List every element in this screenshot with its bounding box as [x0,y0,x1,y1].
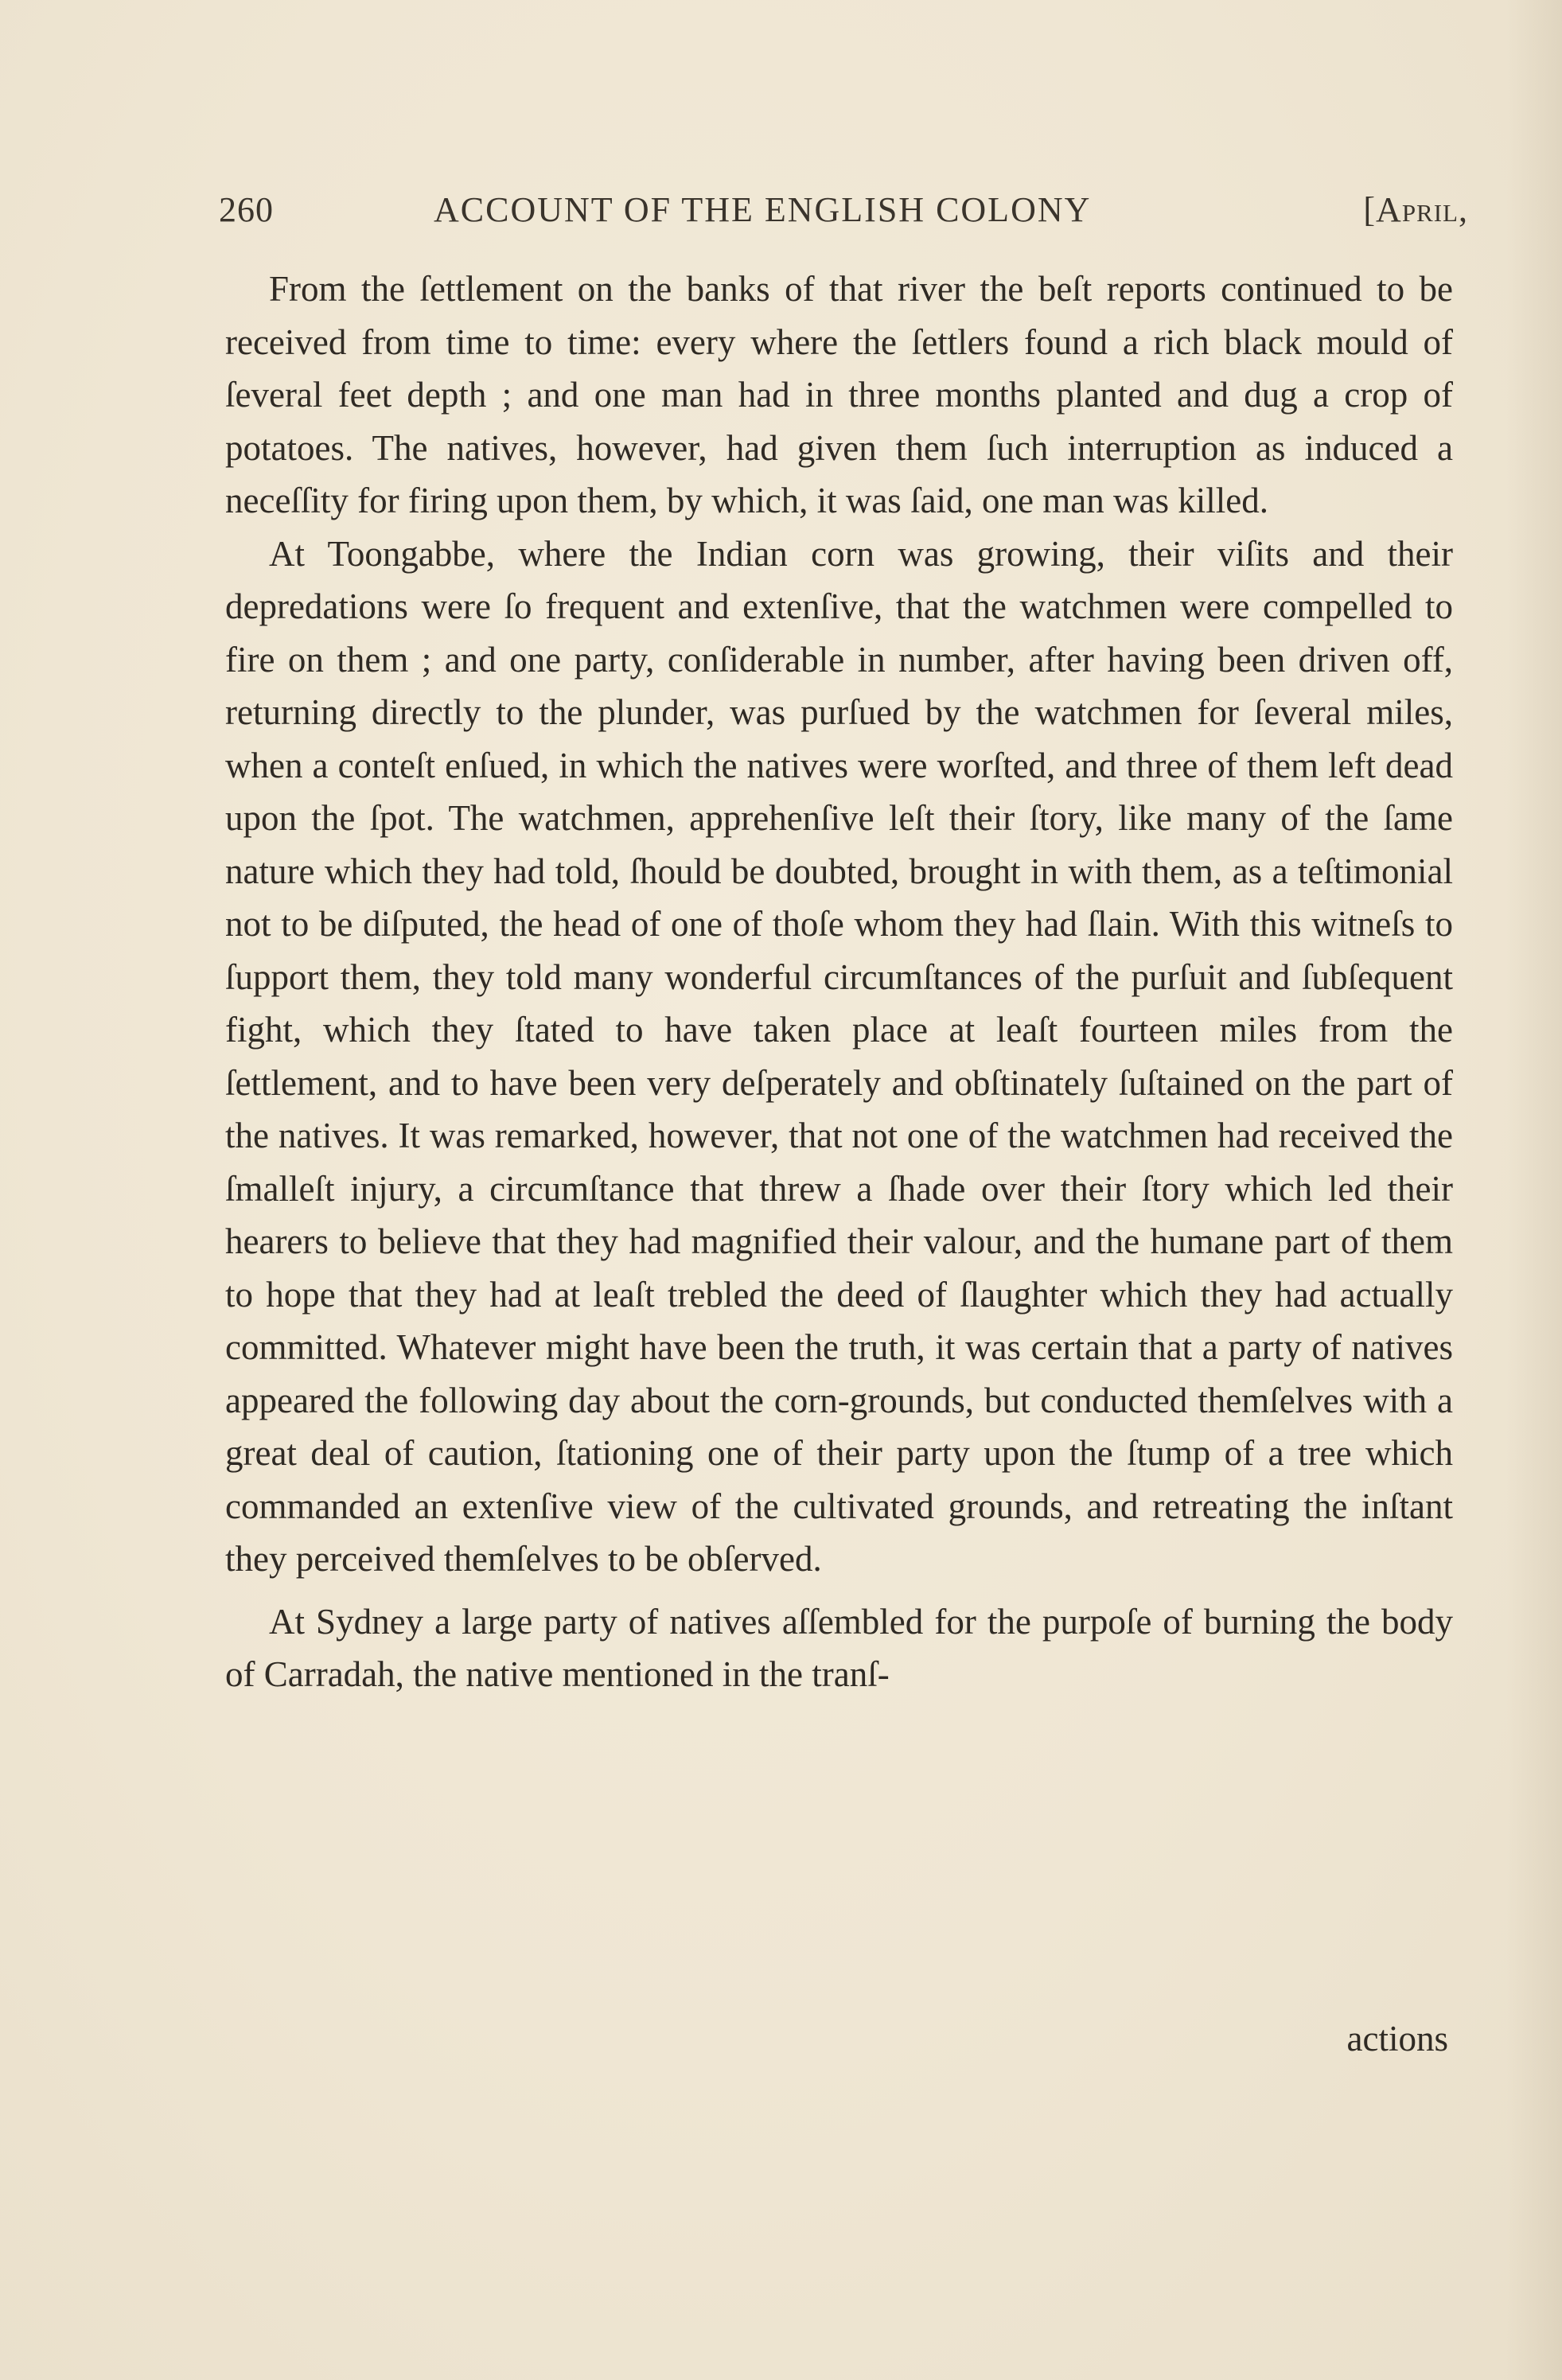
running-head [219,189,1468,237]
page-edge-shadow [1506,0,1562,2380]
paragraph-toongabbe: At Toongabbe, where the Indian corn was growing, their viſits and their depredations were ſo frequent and extenſive, that the watchmen were compelled to fire on them ; and one party, conſiderable in number, after having been driven off, returning directly to the plunder, was purſued by the watchmen for ſeveral miles, when a conteſt enſued, in which the natives were worſted, and three of them left dead upon the ſpot. The watchmen, apprehenſive leſt their ſtory, like many of the ſame nature which they had told, ſhould be doubted, brought in with them, as a teſtimonial not to be diſputed, the head of one of thoſe whom they had ſlain. With this witneſs to ſupport them, they told many wonderful circumſtances of the purſuit and ſubſequent fight, which they ſtated to have taken place at leaſt fourteen miles from the ſettlement, and to have been very deſperately and obſtinately ſuſtained on the part of the natives. It was remarked, however, that not one of the watchmen had received the ſmalleſt injury, a circumſtance that threw a ſhade over their ſtory which led their hearers to believe that they had magnified their valour, and the humane part of them to hope that they had at leaſt trebled the deed of ſlaughter which they had actually committed. Whatever might have been the truth, it was certain that a party of natives appeared the following day about the corn-grounds, but conducted themſelves with a great deal of caution, ſtationing one of their party upon the ſtump of a tree which commanded an extenſive view of the cultivated grounds, and retreating the inſtant they perceived themſelves to be obſerved. [225,533,1453,1579]
running-title: ACCOUNT OF THE ENGLISH COLONY [434,190,1092,229]
body-text [225,263,1453,1701]
catchword: actions [1346,2019,1448,2059]
running-month: [April, [1363,190,1468,229]
page-number: 260 [219,190,274,229]
paragraph-settlement-reports: From the ſettlement on the banks of that river the beſt reports continued to be received from time to time: every where the ſettlers found a rich black mould of ſeveral feet depth ; and one man had in three months planted and dug a crop of potatoes. The natives, however, had given them ſuch interruption as induced a neceſſity for firing upon them, by which, it was ſaid, one man was killed. [225,269,1453,520]
paragraph-sydney: At Sydney a large party of natives aſſembled for the purpoſe of burning the body of Carradah, the native mentioned in the tranſ- [225,1601,1453,1694]
